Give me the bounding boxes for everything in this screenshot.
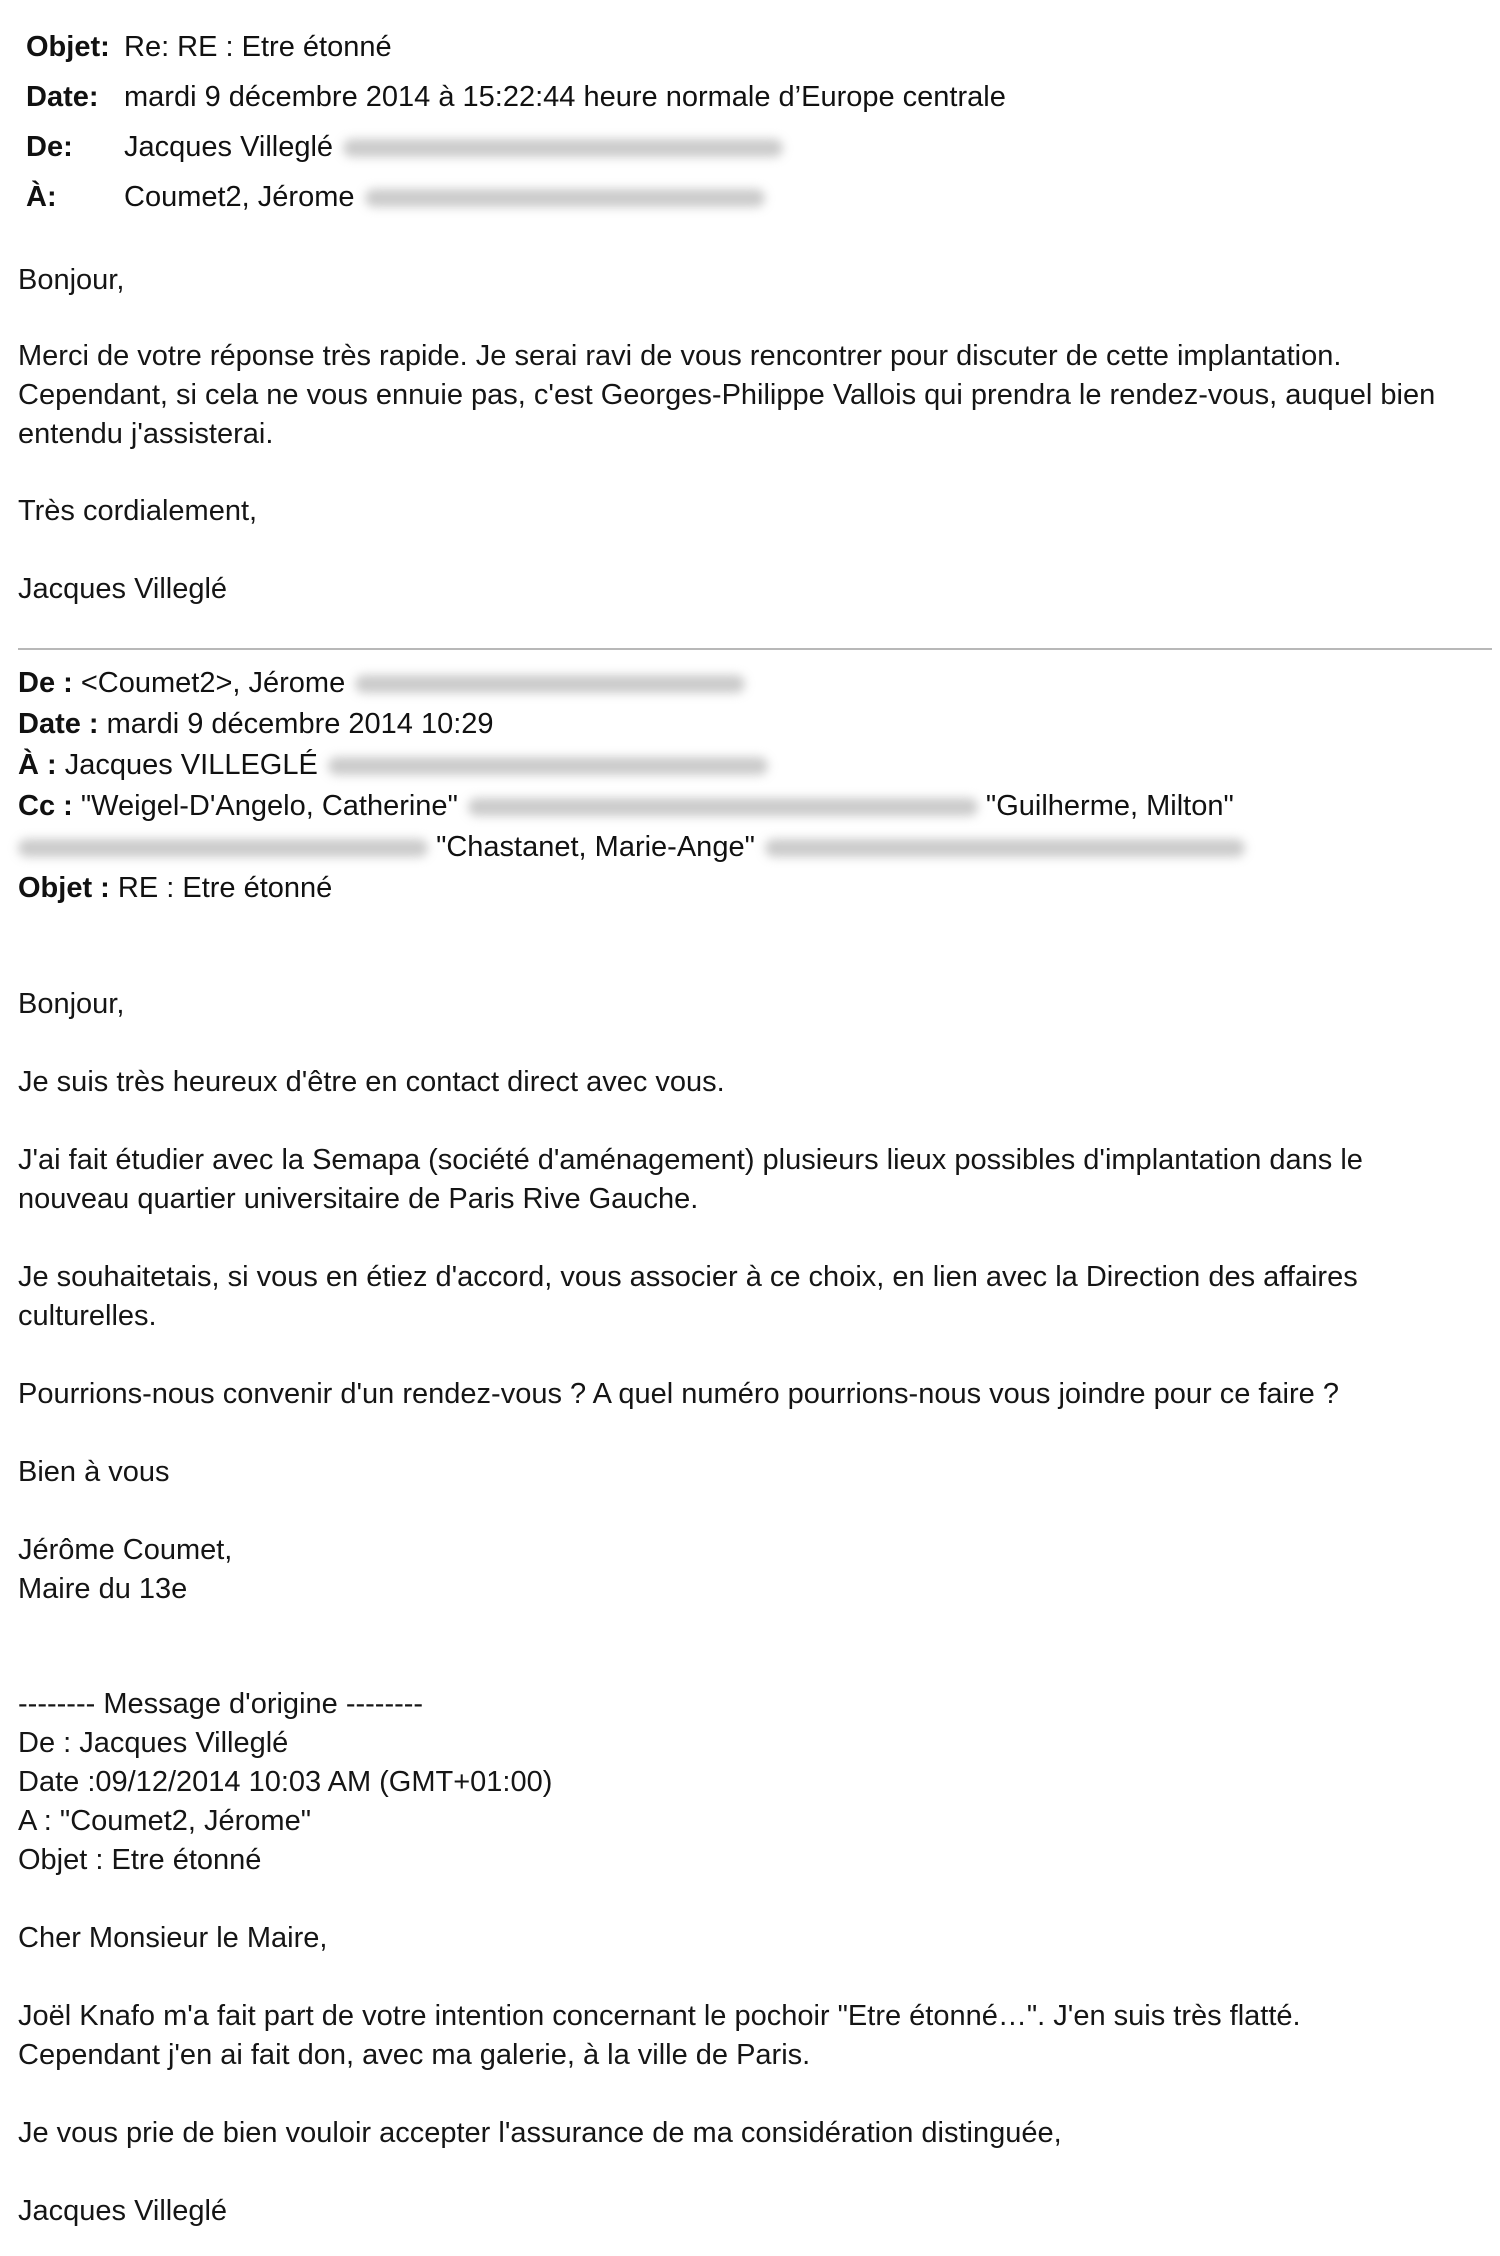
quoted-signature-title: Maire du 13e: [18, 1573, 188, 1605]
reply-paragraph: Merci de votre réponse très rapide. Je serai ravi de vous rencontrer pour discuter de cette implantation. Cependant, si cela ne vous ennuie pas, c'est Georges-Philippe Vallois qui prendra le rendez-vous, auquel bien entendu j'assisterai.: [18, 340, 1436, 450]
redacted-email-address: [328, 757, 768, 775]
quoted-cc-1: "Weigel-D'Angelo, Catherine": [80, 790, 458, 822]
header-from-value: Jacques Villeglé: [124, 131, 334, 163]
redacted-email-address: [468, 798, 978, 816]
reply-signature: Jacques Villeglé: [18, 573, 228, 605]
quoted-paragraph-1: Je suis très heureux d'être en contact direct avec vous.: [18, 1066, 725, 1098]
quoted-from-row: [18, 663, 745, 704]
header-date-row: [26, 77, 1006, 117]
original-to: A : "Coumet2, Jérome": [18, 1805, 311, 1837]
quoted-from-value: <Coumet2>, Jérome: [80, 667, 346, 699]
header-from-label: De:: [26, 131, 73, 163]
quoted-cc-3: "Chastanet, Marie-Ange": [436, 831, 755, 863]
redacted-email-address: [765, 839, 1245, 857]
redacted-email-address: [355, 675, 745, 693]
header-from-row: [26, 127, 783, 167]
reply-greeting: Bonjour,: [18, 264, 125, 296]
quoted-subject-row: [18, 868, 332, 909]
header-subject-row: [26, 27, 392, 67]
original-signature: Jacques Villeglé: [18, 2195, 228, 2227]
quoted-date-row: [18, 704, 494, 745]
original-paragraph-1-line-2: Cependant j'en ai fait don, avec ma galerie, à la ville de Paris.: [18, 2039, 811, 2071]
quoted-paragraph-4: Pourrions-nous convenir d'un rendez-vous ? A quel numéro pourrions-nous vous joindre pour ce faire ?: [18, 1378, 1339, 1410]
header-to-label: À:: [26, 181, 57, 213]
quoted-cc-row: [18, 786, 1234, 827]
redacted-email-address: [343, 139, 783, 157]
quoted-to-row: [18, 745, 768, 786]
original-from: De : Jacques Villeglé: [18, 1727, 289, 1759]
quoted-to-value: Jacques VILLEGLÉ: [64, 749, 318, 781]
quoted-cc-row-2: [18, 827, 1245, 868]
original-greeting: Cher Monsieur le Maire,: [18, 1922, 328, 1954]
header-subject-label: Objet:: [26, 31, 110, 63]
original-separator: -------- Message d'origine --------: [18, 1688, 424, 1720]
quoted-to-label: À :: [18, 749, 57, 781]
quoted-paragraph-2: J'ai fait étudier avec la Semapa (société d'aménagement) plusieurs lieux possibles d'implantation dans le nouveau quartier universitaire de Paris Rive Gauche.: [18, 1144, 1363, 1215]
header-date-label: Date:: [26, 81, 99, 113]
original-subject: Objet : Etre étonné: [18, 1844, 262, 1876]
original-paragraph-2: Je vous prie de bien vouloir accepter l'assurance de ma considération distinguée,: [18, 2117, 1062, 2149]
header-date-value: mardi 9 décembre 2014 à 15:22:44 heure normale d’Europe centrale: [124, 81, 1006, 113]
quoted-date-value: mardi 9 décembre 2014 10:29: [106, 708, 494, 740]
original-paragraph-1-line-1: Joël Knafo m'a fait part de votre intention concernant le pochoir "Etre étonné…". J'en suis très flatté.: [18, 2000, 1301, 2032]
quoted-subject-label: Objet :: [18, 872, 110, 904]
quoted-paragraph-3: Je souhaitetais, si vous en étiez d'accord, vous associer à ce choix, en lien avec la Direction des affaires culturelles.: [18, 1261, 1358, 1332]
quoted-greeting: Bonjour,: [18, 988, 125, 1020]
redacted-email-address: [18, 839, 428, 857]
original-date: Date :09/12/2014 10:03 AM (GMT+01:00): [18, 1766, 553, 1798]
quoted-date-label: Date :: [18, 708, 99, 740]
reply-closing: Très cordialement,: [18, 495, 258, 527]
quoted-cc-2: "Guilherme, Milton": [985, 790, 1234, 822]
redacted-email-address: [365, 189, 765, 207]
quoted-cc-label: Cc :: [18, 790, 73, 822]
quoted-closing: Bien à vous: [18, 1456, 170, 1488]
header-to-row: [26, 177, 765, 217]
message-divider: [18, 648, 1492, 650]
header-to-value: Coumet2, Jérome: [124, 181, 355, 213]
quoted-subject-value: RE : Etre étonné: [117, 872, 333, 904]
quoted-signature-name: Jérôme Coumet,: [18, 1534, 233, 1566]
header-subject-value: Re: RE : Etre étonné: [124, 31, 392, 63]
quoted-from-label: De :: [18, 667, 73, 699]
